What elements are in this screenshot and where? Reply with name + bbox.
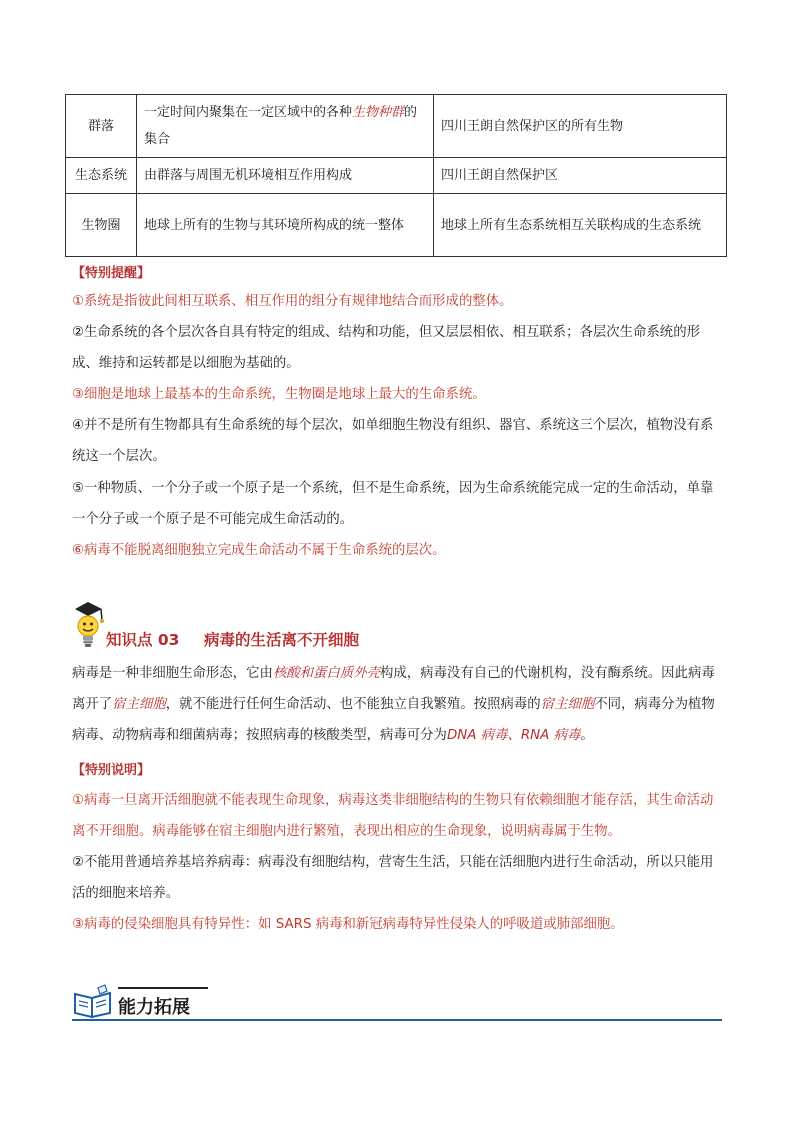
intro-text: 。 <box>580 728 594 743</box>
reminder-item: ⑥病毒不能脱离细胞独立完成生命活动不属于生命系统的层次。 <box>72 543 446 558</box>
intro-text: 不同，病毒分为植物病毒、动物病毒和细菌病毒；按照病毒的核酸类型，病毒可分为 <box>72 697 715 743</box>
section-heading <box>72 984 722 1024</box>
definition-text: 的集合 <box>144 105 418 147</box>
section-rule <box>72 1019 722 1021</box>
concept-example: 地球上所有生态系统相互关联构成的生态系统 <box>434 194 727 257</box>
heading-top-line <box>118 987 208 989</box>
explanation-item: ①病毒一旦离开活细胞就不能表现生命现象，病毒这类非细胞结构的生物只有依赖细胞才能存活，其生命活动离不开细胞。病毒能够在宿主细胞内进行繁殖，表现出相应的生命现象，说明病毒属于生物。 <box>72 793 714 839</box>
explanation-item: ②不能用普通培养基培养病毒：病毒没有细胞结构，营寄生生活，只能在活细胞内进行生命活动，所以只能用活的细胞来培养。 <box>72 855 714 901</box>
intro-text: 构成，病毒没有自己的代谢机构，没有酶系统。因此病毒离开了 <box>72 666 715 712</box>
reminder-item: ②生命系统的各个层次各自具有特定的组成、结构和功能，但又层层相依、相互联系；各层次生命系统的形成、维持和运转都是以细胞为基础的。 <box>72 325 700 371</box>
explanation-item: ③病毒的侵染细胞具有特异性：如 SARS 病毒和新冠病毒特异性侵染人的呼吸道或肺部细胞。 <box>72 917 624 932</box>
concept-definition <box>137 194 434 257</box>
concept-name: 生态系统 <box>66 158 137 194</box>
book-icon <box>72 984 114 1020</box>
definition-text: 由群落与周围无机环境相互作用构成 <box>144 168 353 183</box>
reminder-item: ④并不是所有生物都具有生命系统的每个层次，如单细胞生物没有组织、器官、系统这三个层次，植物没有系统这一个层次。 <box>72 418 714 464</box>
concept-example: 四川王朗自然保护区 <box>434 158 727 194</box>
intro-emphasis: 宿主细胞 <box>540 697 595 712</box>
intro-text: 病毒是一种非细胞生命形态，它由 <box>72 666 273 681</box>
intro-emphasis: DNA 病毒、RNA 病毒 <box>446 728 581 743</box>
intro-emphasis: 宿主细胞 <box>112 697 166 712</box>
reminder-item: ③细胞是地球上最基本的生命系统，生物圈是地球上最大的生命系统。 <box>72 387 486 402</box>
concept-definition <box>137 158 434 194</box>
intro-text: ，就不能进行任何生命活动、也不能独立自我繁殖。按照病毒的 <box>165 697 541 712</box>
knowledge-point-topic: 病毒的生活离不开细胞 <box>204 631 360 649</box>
concept-example: 四川王朗自然保护区的所有生物 <box>434 95 727 158</box>
section-title: 能力拓展 <box>118 997 190 1018</box>
concept-table <box>65 94 727 257</box>
reminder-heading: 【特别提醒】 <box>72 266 151 281</box>
definition-emphasis: 生物种群 <box>352 105 405 120</box>
table-row <box>66 95 727 158</box>
explanation-heading: 【特别说明】 <box>72 763 151 778</box>
concept-name: 生物圈 <box>66 194 137 257</box>
graduate-bulb-icon <box>72 600 106 650</box>
definition-text: 一定时间内聚集在一定区域中的各种 <box>144 105 353 120</box>
intro-emphasis: 核酸和蛋白质外壳 <box>272 666 380 681</box>
table-row <box>66 194 727 257</box>
knowledge-point-label: 知识点 03 <box>106 631 180 649</box>
knowledge-point-heading <box>72 600 472 650</box>
definition-text: 地球上所有的生物与其环境所构成的统一整体 <box>144 217 405 233</box>
reminder-item: ①系统是指彼此间相互联系、相互作用的组分有规律地结合而形成的整体。 <box>72 294 513 309</box>
concept-name: 群落 <box>66 95 137 158</box>
virus-intro-paragraph <box>72 658 722 751</box>
table-row <box>66 158 727 194</box>
concept-definition <box>137 95 434 158</box>
reminder-item: ⑤一种物质、一个分子或一个原子是一个系统，但不是生命系统，因为生命系统能完成一定的生命活动，单靠一个分子或一个原子是不可能完成生命活动的。 <box>72 481 714 527</box>
